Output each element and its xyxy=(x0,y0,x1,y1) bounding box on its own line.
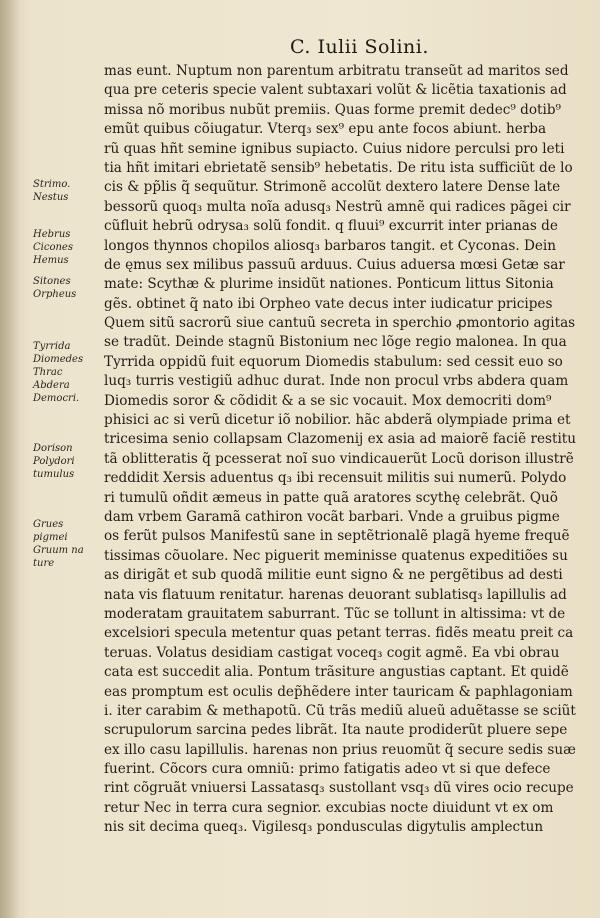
margin-note: Strimo. xyxy=(33,179,71,190)
margin-note: Sitones xyxy=(33,276,71,287)
text-line: cata est succedit alia. Pontum trãsiture angustias captant. Et quidẽ xyxy=(104,664,569,681)
text-line: ri tumulũ oñdit æmeus in patte quã aratores scythę celebrãt. Quõ xyxy=(104,489,558,506)
margin-note: Thrac xyxy=(33,367,63,378)
running-header: C. Iulii Solini. xyxy=(290,36,429,58)
text-line: ex illo casu lapillulis. harenas non prius reuomũt q̃ secure sedis suæ xyxy=(104,741,576,758)
margin-note: Dorison xyxy=(33,443,73,454)
text-line: i. iter carabim & methapotũ. Cũ trãs mediũ alueũ aduẽtasse se sciũt xyxy=(104,702,576,719)
text-line: Diomedis soror & cõdidit & a se sic vocauit. Mox democriti dom⁹ xyxy=(104,392,552,409)
main-text-block xyxy=(104,62,586,838)
text-line: nis sit decima queq₃. Vigilesq₃ pondusculas digytulis amplectun xyxy=(104,819,544,836)
text-line: eas promptum est oculis dep̃hẽdere inter tauricam & paphlagoniam xyxy=(104,683,573,700)
margin-note: Cicones xyxy=(33,242,73,253)
text-line: reddidit Xersis aduentus q₃ ibi recensuit militis sui numerũ. Polydo xyxy=(104,470,567,487)
text-line: cis & pp̃lis q̃ sequũtur. Strimonẽ accolũt dextero latere Dense late xyxy=(104,179,561,196)
margin-note: pigmei xyxy=(33,532,68,543)
text-line: bessorũ quoq₃ multa noĩa adusq₃ Nestrũ amnẽ qui radices pãgei cir xyxy=(104,198,571,215)
margin-note: Nestus xyxy=(33,192,69,203)
margin-note: Grues xyxy=(33,519,64,530)
text-line: phisici ac si verũ dicetur iõ nobilior. hãc abderã olympiade prima et xyxy=(104,412,571,429)
text-line: teruas. Volatus desidiam castigat voceq₃ cogit agmẽ. Ea vbi obrau xyxy=(104,644,560,661)
text-line: tia hñt imitari ebrietatẽ sensib⁹ hebetatis. De ritu ista sufficiũt de lo xyxy=(104,159,573,176)
text-line: qua pre ceteris specie valent subtaxari volũt & licẽtia taxationis ad xyxy=(104,82,567,99)
text-line: mas eunt. Nuptum non parentum arbitratu transeũt ad maritos sed xyxy=(104,63,569,79)
text-line: Quem sitũ sacrorũ siue cantuũ secreta in sperchio ꝓmontorio agitas xyxy=(104,315,576,332)
margin-note: Hebrus xyxy=(33,229,71,240)
text-line: retur Nec in terra cura segnior. excubias nocte diuidunt vt ex om xyxy=(104,799,554,816)
text-line: se tradũt. Deinde stagnũ Bistonium nec lõge regio malonea. In qua xyxy=(104,334,567,351)
text-line: gẽs. obtinet q̃ nato ibi Orpheo vate decus inter iudicatur pricipes xyxy=(104,295,553,312)
text-line: as dirigãt et sub quodã militie eunt signo & ne pergẽtibus ad desti xyxy=(104,567,563,584)
margin-note: Diomedes xyxy=(33,354,84,365)
text-line: rint cõgruãt vniuersi Lassatasq₃ sustollant vsq₃ dũ vires ocio recupe xyxy=(104,780,574,797)
margin-note: Democri. xyxy=(33,393,80,404)
margin-note: Gruum na xyxy=(33,545,84,556)
text-line: excelsiori specula metentur quas petant terras. fidẽs meatu preit ca xyxy=(104,625,574,642)
text-line: Tyrrida oppidũ fuit equorum Diomedis stabulum: sed cessit euo so xyxy=(104,353,563,370)
margin-note: tumulus xyxy=(33,469,75,480)
text-line: longos thynnos chopilos aliosq₃ barbaros tangit. et Cyconas. Dein xyxy=(104,237,557,254)
text-line: emũt quibus cõiugatur. Vterq₃ sex⁹ epu ante focos abiunt. herba xyxy=(104,121,547,138)
text-line: rũ quas hñt semine ignibus supiacto. Cuius nidore perculsi pro leti xyxy=(104,140,565,157)
text-line: nata vis flatuum renitatur. harenas deuorant sublatisq₃ lapillulis ad xyxy=(104,586,567,603)
text-line: tissimas cõuolare. Nec piguerit meminisse quatenus expeditiões su xyxy=(104,547,568,564)
text-line: os ferũt pulsos Manifestũ sane in septẽtrionalẽ plagã hyeme frequẽ xyxy=(104,528,570,545)
text-line: de ęmus sex milibus passuũ arduus. Cuius aduersa mœsi Getæ sar xyxy=(104,256,565,273)
text-line: luq₃ turris vestigiũ adhuc durat. Inde non procul vrbs abdera quam xyxy=(104,373,569,390)
margin-note: Orpheus xyxy=(33,289,77,300)
text-line: tricesima senio collapsam Clazomenij ex asia ad maiorẽ faciẽ restitu xyxy=(104,431,577,448)
margin-note: Abdera xyxy=(33,380,70,391)
text-line: scrupulorum sarcina pedes librãt. Ita naute prodiderũt pluere sepe xyxy=(104,722,568,739)
text-line: moderatam grauitatem saburrant. Tũc se tollunt in altissima: vt de xyxy=(104,605,566,622)
margin-note: ture xyxy=(33,558,55,569)
text-line: cũfluit hebrũ odrysa₃ solũ fondit. q fluui⁹ excurrit inter prianas de xyxy=(104,218,558,235)
text-line: fuerint. Cõcors cura omniũ: primo fatigatis adeo vt si que defece xyxy=(104,761,551,778)
margin-note: Hemus xyxy=(33,255,69,266)
text-line: tã oblitteratis q̃ pcesserat noĩ suo vindicauerũt Locũ dorison illustrẽ xyxy=(104,450,574,467)
text-line: missa nõ moribus nubũt premiis. Quas forme premit dedec⁹ dotib⁹ xyxy=(104,101,562,118)
text-line: dam vrbem Garamã cathiron vocãt barbari. Vnde a gruibus pigme xyxy=(104,508,560,525)
page-edge-stain xyxy=(0,0,20,918)
margin-note: Polydori xyxy=(33,456,75,467)
margin-note: Tyrrida xyxy=(33,341,71,352)
text-line: mate: Scythæ & plurime insidũt nationes. Ponticum littus Sitonia xyxy=(104,276,554,293)
